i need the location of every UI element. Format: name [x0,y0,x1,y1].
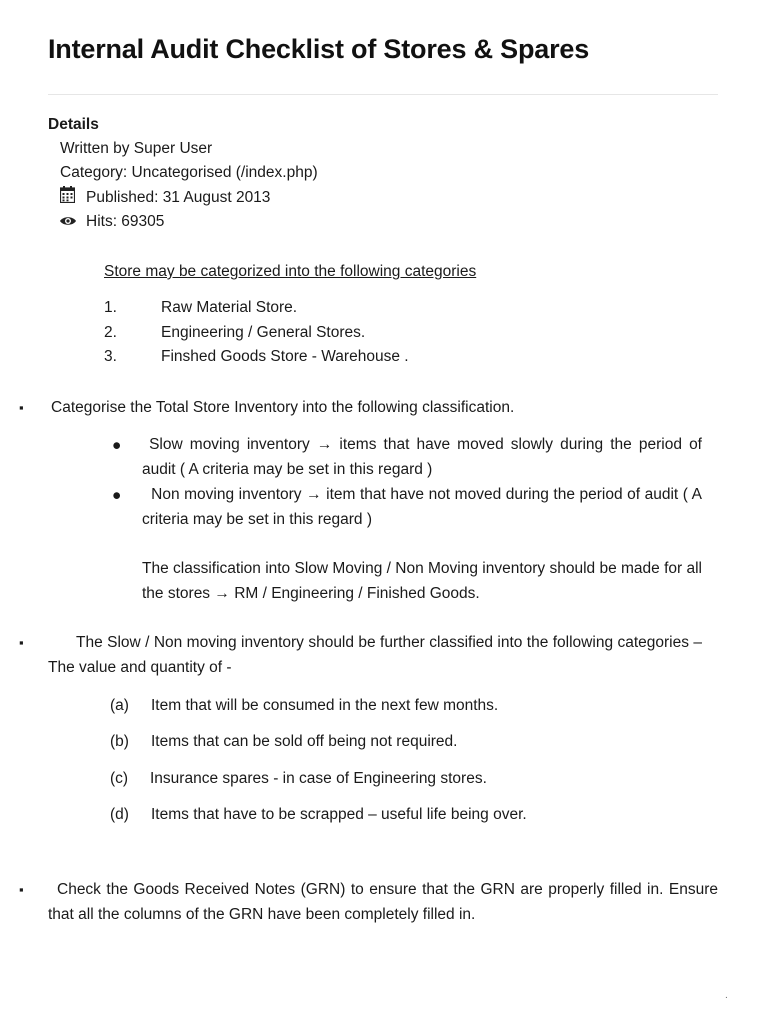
category-line: Category: Uncategorised (/index.php) [60,164,318,181]
slow-moving-label: Slow moving inventory [149,436,310,453]
classification-note-stores: RM / Engineering / Finished Goods. [234,584,480,602]
store-item-text: Finshed Goods Store - Warehouse . [161,348,409,365]
arrow-right-icon: → [316,436,333,453]
bullet-icon: ▪ [19,635,24,650]
section2-text: The Slow / Non moving inventory should be further classified into the following categories – The value and quantity of - [48,634,702,676]
non-moving-item [142,483,702,532]
calendar-icon [60,186,75,208]
store-item-text: Raw Material Store. [161,299,298,316]
footer-mark: . [725,990,728,1001]
stores-intro: Store may be categorized into the following categories [104,263,477,280]
details-heading: Details [48,116,99,133]
bullet-icon: ● [112,437,122,454]
page-title: Internal Audit Checklist of Stores & Spares [48,34,590,64]
non-moving-desc: item that have not moved during the period of audit ( A criteria may be set in this regard ) [142,486,702,528]
arrow-right-icon: → [214,584,230,602]
slow-moving-desc: items that have moved slowly during the period of audit ( A criteria may be set in this regard ) [142,436,702,478]
store-item-number: 3. [104,348,117,365]
author-line: Written by Super User [60,140,213,157]
list-item-text: Item that will be consumed in the next few months. [151,697,499,714]
classification-note [142,557,702,606]
list-item-label: (d) [110,806,129,823]
title-divider [48,94,718,95]
eye-icon [59,214,77,232]
store-item-number: 1. [104,299,117,316]
list-item-text: Insurance spares - in case of Engineering stores. [150,770,487,787]
classification-note-text: The classification into Slow Moving / Non Moving inventory should be made for all the stores [142,560,702,602]
bullet-icon: ● [112,487,122,504]
section3-text: Check the Goods Received Notes (GRN) to ensure that the GRN are properly filled in. Ensure that all the columns of the GRN have been completely filled in. [48,881,718,923]
list-item-text: Items that can be sold off being not required. [151,733,458,750]
store-item-number: 2. [104,324,117,341]
list-item-label: (a) [110,697,129,714]
section1-text: Categorise the Total Store Inventory into the following classification. [51,399,515,416]
bullet-icon: ▪ [19,400,24,415]
list-item-label: (c) [110,770,129,787]
published-line: Published: 31 August 2013 [86,189,271,206]
bullet-icon: ▪ [19,882,24,897]
hits-line: Hits: 69305 [86,213,165,230]
list-item-text: Items that have to be scrapped – useful life being over. [151,806,527,823]
slow-moving-item [142,433,702,482]
store-item-text: Engineering / General Stores. [161,324,366,341]
non-moving-label: Non moving inventory [151,486,302,503]
list-item-label: (b) [110,733,129,750]
arrow-right-icon: → [306,486,322,503]
